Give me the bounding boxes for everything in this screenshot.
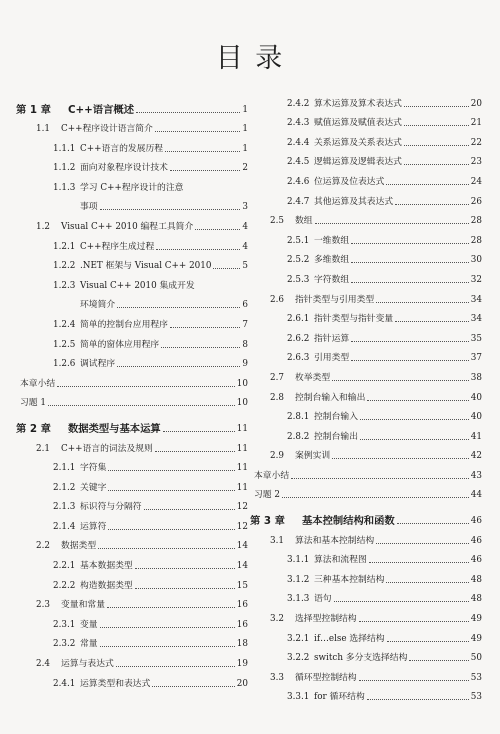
toc-entry-title: 控制台输入 (314, 412, 358, 423)
toc-chapter-entry (250, 503, 482, 529)
dot-leader (155, 131, 241, 132)
toc-entry-page: 21 (470, 118, 482, 129)
dot-leader (351, 341, 469, 342)
toc-entry (16, 137, 248, 157)
toc-entry-title: C++程序设计语言简介 (61, 124, 153, 135)
dot-leader (108, 470, 234, 471)
toc-entry-number: 3.2.1 (287, 633, 310, 644)
toc-right-column (250, 92, 482, 705)
toc-entry (16, 313, 248, 333)
toc-entry (250, 112, 482, 132)
toc-entry-title: 本章小结 (20, 378, 56, 389)
toc-entry (16, 672, 248, 692)
dot-leader (170, 170, 240, 171)
toc-entry-page: 49 (470, 633, 482, 644)
dot-leader (404, 145, 469, 146)
toc-entry-page: 28 (470, 235, 482, 246)
toc-entry-page: 46 (470, 555, 482, 566)
dot-leader (351, 243, 469, 244)
toc-entry-number: 2.4.4 (287, 137, 310, 148)
toc-entry-number: 2.6 (270, 294, 284, 305)
toc-entry-title: 语句 (314, 594, 332, 605)
dot-leader (107, 607, 235, 608)
dot-leader (195, 229, 240, 230)
toc-entry-page: 12 (236, 521, 248, 532)
dot-leader (152, 686, 234, 687)
dot-leader (409, 660, 468, 661)
toc-entry-title: 调试程序 (80, 359, 116, 370)
toc-entry-page: 53 (470, 672, 482, 683)
toc-entry-page: 2 (242, 163, 248, 174)
toc-entry (250, 627, 482, 647)
dot-leader (315, 223, 469, 224)
toc-entry-page: 53 (470, 692, 482, 703)
toc-entry-page: 10 (236, 378, 248, 389)
toc-entry-title: 算法和基本控制结构 (295, 535, 375, 546)
toc-entry-page: 32 (470, 274, 482, 285)
toc-entry (250, 425, 482, 445)
toc-entry-number: 2.3.1 (53, 619, 76, 630)
toc-entry-title: 运算符 (80, 521, 107, 532)
toc-entry-number: 1.1.1 (53, 143, 76, 154)
dot-leader (165, 151, 240, 152)
dot-leader (351, 360, 469, 361)
dot-leader (369, 562, 469, 563)
toc-entry-number: 2.1.3 (53, 502, 76, 513)
toc-entry-title: 事项 (80, 202, 98, 213)
toc-entry-number: 2.1.2 (53, 482, 76, 493)
toc-entry (16, 235, 248, 255)
toc-entry-title: 变量和常量 (61, 600, 105, 611)
toc-entry-title: C++语言概述 (68, 103, 134, 116)
dot-leader (351, 262, 469, 263)
toc-entry-page: 26 (470, 196, 482, 207)
toc-entry-page: 19 (236, 659, 248, 670)
toc-entry-page: 24 (470, 176, 482, 187)
dot-leader (360, 419, 469, 420)
toc-entry-page: 15 (236, 580, 248, 591)
toc-entry (250, 249, 482, 269)
dot-leader (386, 582, 468, 583)
toc-entry (16, 535, 248, 555)
toc-entry-number: 2.4 (36, 659, 50, 670)
dot-leader (57, 386, 235, 387)
toc-entry-title: 赋值运算及赋值表达式 (314, 118, 402, 129)
toc-entry-number: 1.1.2 (53, 163, 76, 174)
dot-leader (144, 509, 235, 510)
toc-entry (16, 476, 248, 496)
toc-entry-number: 2.5 (270, 216, 284, 227)
toc-entry-number: 3.1 (270, 535, 284, 546)
dot-leader (48, 405, 235, 406)
toc-entry-page: 20 (236, 678, 248, 689)
dot-leader (359, 621, 469, 622)
toc-entry-number: 2.7 (270, 372, 284, 383)
toc-entry-page: 11 (236, 423, 248, 434)
toc-entry (16, 437, 248, 457)
toc-entry (16, 274, 248, 294)
toc-entry-number: 1.2.1 (53, 241, 76, 252)
toc-entry-number: 1.1 (36, 124, 50, 135)
dot-leader (359, 680, 469, 681)
toc-entry (16, 392, 248, 412)
toc-entry-number: 第 1 章 (16, 103, 51, 116)
toc-entry-page: 43 (470, 470, 482, 481)
toc-entry-title: 运算与表达式 (61, 659, 114, 670)
dot-leader (282, 497, 469, 498)
toc-entry-page: 1 (242, 124, 248, 135)
toc-entry-number: 2.4.1 (53, 678, 76, 689)
dot-leader (404, 106, 469, 107)
toc-entry (250, 568, 482, 588)
toc-entry-title: 运算类型和表达式 (80, 678, 151, 689)
toc-entry-title: 一维数组 (314, 235, 350, 246)
toc-entry-title: 其他运算及其表达式 (314, 196, 394, 207)
toc-entry-title: 案例实训 (295, 451, 331, 462)
dot-leader (98, 548, 235, 549)
toc-entry-page: 38 (470, 372, 482, 383)
toc-entry-title: 字符数组 (314, 274, 350, 285)
toc-entry (16, 496, 248, 516)
toc-entry-page: 50 (470, 653, 482, 664)
toc-entry-title: Visual C++ 2010 集成开发 (80, 280, 195, 291)
toc-entry (250, 588, 482, 608)
dot-leader (135, 588, 235, 589)
toc-entry-title: 多维数组 (314, 255, 350, 266)
dot-leader (100, 627, 235, 628)
dot-leader (213, 268, 240, 269)
toc-entry-page: 1 (242, 143, 248, 154)
toc-entry-title: C++语言的发展历程 (80, 143, 164, 154)
toc-entry-title: 指针类型与引用类型 (295, 294, 375, 305)
dot-leader (108, 529, 234, 530)
dot-leader (397, 523, 469, 524)
toc-entry-number: 3.3 (270, 672, 284, 683)
toc-entry-title: 数组 (295, 216, 313, 227)
dot-leader (376, 543, 469, 544)
toc-entry (16, 118, 248, 138)
toc-entry-page: 44 (470, 490, 482, 501)
dot-leader (332, 380, 469, 381)
dot-leader (161, 347, 240, 348)
toc-entry (16, 255, 248, 275)
toc-entry-number: 2.4.2 (287, 98, 310, 109)
toc-entry-number: 2.3 (36, 600, 50, 611)
toc-entry-title: 逻辑运算及逻辑表达式 (314, 157, 402, 168)
toc-entry-page: 22 (470, 137, 482, 148)
toc-entry-page: 7 (242, 320, 248, 331)
dot-leader (163, 431, 235, 432)
toc-entry-number: 第 3 章 (250, 514, 285, 527)
toc-entry (250, 647, 482, 667)
dot-leader (117, 307, 240, 308)
toc-entry-page: 18 (236, 639, 248, 650)
toc-entry (250, 445, 482, 465)
toc-entry-number: 3.3.1 (287, 692, 310, 703)
toc-entry-title: 学习 C++程序设计的注意 (80, 182, 184, 193)
toc-entry-page: 34 (470, 314, 482, 325)
toc-entry-number: 2.6.3 (287, 353, 310, 364)
toc-entry-title: 简单的窗体应用程序 (80, 339, 160, 350)
dot-leader (386, 184, 468, 185)
toc-entry-page: 40 (470, 412, 482, 423)
toc-entry-number: 3.2.2 (287, 653, 310, 664)
toc-entry (250, 366, 482, 386)
dot-leader (367, 400, 468, 401)
toc-entry-page: 37 (470, 353, 482, 364)
toc-entry-title: 本章小结 (254, 470, 290, 481)
toc-entry-title: 引用类型 (314, 353, 350, 364)
toc-entry-number: 2.1.4 (53, 521, 76, 532)
toc-entry-page: 12 (236, 502, 248, 513)
toc-entry (16, 594, 248, 614)
toc-entry-title: 三种基本控制结构 (314, 574, 385, 585)
toc-entry (250, 549, 482, 569)
toc-entry-number: 2.1.1 (53, 463, 76, 474)
toc-entry (250, 666, 482, 686)
toc-entry (250, 406, 482, 426)
toc-entry-number: 第 2 章 (16, 422, 51, 435)
toc-entry-title: 构造数据类型 (80, 580, 133, 591)
toc-entry-title: 常量 (80, 639, 98, 650)
toc-entry-page: 49 (470, 613, 482, 624)
toc-entry-title: C++程序生成过程 (80, 241, 155, 252)
toc-chapter-entry (16, 92, 248, 118)
toc-entry (250, 607, 482, 627)
toc-entry-number: 2.9 (270, 451, 284, 462)
toc-entry-title: 面向对象程序设计技术 (80, 163, 168, 174)
toc-entry-page: 48 (470, 574, 482, 585)
toc-entry (250, 308, 482, 328)
toc-entry-page: 40 (470, 392, 482, 403)
toc-entry (16, 215, 248, 235)
toc-entry-title: 循环型控制结构 (295, 672, 357, 683)
toc-entry (250, 464, 482, 484)
toc-entry-number: 1.2.6 (53, 359, 76, 370)
toc-entry-page: 6 (242, 300, 248, 311)
toc-entry-title: 字符集 (80, 463, 107, 474)
toc-entry (250, 268, 482, 288)
dot-leader (100, 209, 241, 210)
toc-entry-number: 1.2.3 (53, 280, 76, 291)
toc-entry-title: if…else 选择结构 (314, 633, 385, 644)
toc-entry (250, 190, 482, 210)
toc-entry-number: 2.8 (270, 392, 284, 403)
toc-entry-page: 16 (236, 600, 248, 611)
toc-entry-page: 16 (236, 619, 248, 630)
toc-entry-number: 2.8.1 (287, 412, 310, 423)
dot-leader (376, 302, 469, 303)
toc-entry (250, 151, 482, 171)
toc-entry-title: 关系运算及关系表达式 (314, 137, 402, 148)
toc-chapter-entry (16, 411, 248, 437)
toc-entry-page: 14 (236, 561, 248, 572)
toc-entry-page: 11 (236, 443, 248, 454)
toc-entry (250, 386, 482, 406)
dot-leader (334, 601, 469, 602)
toc-entry-title: Visual C++ 2010 编程工具简介 (61, 222, 194, 233)
toc-entry (16, 372, 248, 392)
toc-entry-title: 控制台输入和输出 (295, 392, 366, 403)
page-title-text: 目 录 (215, 43, 285, 74)
toc-entry-page: 48 (470, 594, 482, 605)
toc-entry-page: 4 (242, 222, 248, 233)
dot-leader (136, 112, 240, 113)
toc-entry (16, 353, 248, 373)
toc-entry-page: 35 (470, 333, 482, 344)
toc-entry-page: 42 (470, 451, 482, 462)
toc-entry-page: 41 (470, 431, 482, 442)
toc-entry (16, 457, 248, 477)
toc-entry (16, 196, 248, 216)
toc-entry-title: 基本控制结构和函数 (302, 514, 395, 527)
toc-entry-number: 2.4.5 (287, 157, 310, 168)
toc-entry (250, 170, 482, 190)
toc-entry-title: 标识符与分隔符 (80, 502, 142, 513)
toc-entry-title: C++语言的词法及规则 (61, 443, 153, 454)
toc-entry-number: 2.4.7 (287, 196, 310, 207)
toc-entry-page: 34 (470, 294, 482, 305)
toc-entry-title: 选择型控制结构 (295, 613, 357, 624)
toc-entry-number: 2.5.2 (287, 255, 310, 266)
dot-leader (155, 451, 235, 452)
toc-entry (16, 515, 248, 535)
toc-entry-number: 2.2.1 (53, 561, 76, 572)
toc-entry (250, 484, 482, 504)
toc-entry-title: for 循环结构 (314, 692, 365, 703)
dot-leader (100, 646, 235, 647)
toc-entry (250, 288, 482, 308)
toc-entry-page: 14 (236, 541, 248, 552)
toc-entry-number: 2.8.2 (287, 431, 310, 442)
toc-entry-page: 11 (236, 482, 248, 493)
toc-entry-title: 指针类型与指针变量 (314, 314, 394, 325)
toc-entry-title: .NET 框架与 Visual C++ 2010 (80, 261, 212, 272)
toc-entry-title: 算法和流程图 (314, 555, 367, 566)
toc-entry-title: 指针运算 (314, 333, 350, 344)
toc-entry-page: 23 (470, 157, 482, 168)
toc-entry-title: 数据类型 (61, 541, 97, 552)
dot-leader (404, 125, 469, 126)
toc-entry (16, 613, 248, 633)
toc-entry-page: 4 (242, 241, 248, 252)
toc-entry-number: 1.2.2 (53, 261, 76, 272)
dot-leader (367, 699, 469, 700)
toc-entry (16, 554, 248, 574)
toc-entry (250, 229, 482, 249)
dot-leader (135, 568, 235, 569)
toc-entry-page: 46 (470, 515, 482, 526)
toc-entry-page: 46 (470, 535, 482, 546)
toc-entry-number: 2.4.3 (287, 118, 310, 129)
toc-entry-title: 习题 1 (20, 398, 46, 409)
dot-leader (395, 204, 469, 205)
toc-entry-number: 3.1.1 (287, 555, 310, 566)
toc-entry-page: 30 (470, 255, 482, 266)
toc-entry-number: 2.5.1 (287, 235, 310, 246)
dot-leader (395, 321, 469, 322)
dot-leader (156, 249, 240, 250)
toc-entry-page: 1 (242, 104, 248, 115)
toc-entry (16, 294, 248, 314)
dot-leader (332, 458, 469, 459)
toc-entry (250, 327, 482, 347)
toc-entry (250, 210, 482, 230)
toc-entry-number: 3.1.3 (287, 594, 310, 605)
toc-entry-title: 习题 2 (254, 490, 280, 501)
toc-entry-number: 2.1 (36, 443, 50, 454)
toc-entry (16, 652, 248, 672)
toc-entry-page: 11 (236, 463, 248, 474)
toc-entry-title: 位运算及位表达式 (314, 176, 385, 187)
toc-entry (16, 157, 248, 177)
dot-leader (360, 439, 469, 440)
toc-entry (250, 131, 482, 151)
dot-leader (291, 478, 469, 479)
toc-entry (250, 92, 482, 112)
toc-entry-number: 1.2.5 (53, 339, 76, 350)
toc-entry-number: 1.1.3 (53, 182, 76, 193)
dot-leader (170, 327, 240, 328)
dot-leader (351, 282, 469, 283)
dot-leader (404, 164, 469, 165)
toc-entry-title: 变量 (80, 619, 98, 630)
toc-entry-number: 1.2 (36, 222, 50, 233)
toc-entry (16, 176, 248, 196)
toc-entry-number: 1.2.4 (53, 320, 76, 331)
toc-entry-page: 10 (236, 398, 248, 409)
toc-entry (250, 529, 482, 549)
toc-entry-number: 2.2.2 (53, 580, 76, 591)
toc-left-column (16, 92, 248, 692)
toc-entry-page: 9 (242, 359, 248, 370)
toc-entry (250, 347, 482, 367)
toc-entry-page: 20 (470, 98, 482, 109)
toc-entry-number: 2.3.2 (53, 639, 76, 650)
dot-leader (387, 641, 469, 642)
toc-entry-number: 3.1.2 (287, 574, 310, 585)
dot-leader (116, 666, 235, 667)
toc-entry-number: 2.5.3 (287, 274, 310, 285)
toc-entry-title: 基本数据类型 (80, 561, 133, 572)
toc-entry-title: 算术运算及算术表达式 (314, 98, 402, 109)
toc-entry (250, 686, 482, 706)
dot-leader (117, 366, 240, 367)
toc-entry-title: 控制台输出 (314, 431, 358, 442)
toc-entry-page: 3 (242, 202, 248, 213)
toc-entry-title: 数据类型与基本运算 (68, 422, 161, 435)
page-title (0, 36, 500, 75)
toc-entry-title: 枚举类型 (295, 372, 331, 383)
toc-entry-number: 2.6.1 (287, 314, 310, 325)
toc-entry-page: 28 (470, 216, 482, 227)
toc-entry-title: 关键字 (80, 482, 107, 493)
dot-leader (108, 490, 234, 491)
toc-entry-title: 简单的控制台应用程序 (80, 320, 168, 331)
toc-entry-number: 2.6.2 (287, 333, 310, 344)
toc-entry-number: 3.2 (270, 613, 284, 624)
toc-entry-page: 8 (242, 339, 248, 350)
toc-entry-page: 5 (242, 261, 248, 272)
toc-entry-title: switch 多分支选择结构 (314, 653, 408, 664)
toc-entry-title: 环境简介 (80, 300, 116, 311)
toc-entry-number: 2.4.6 (287, 176, 310, 187)
toc-entry (16, 333, 248, 353)
toc-entry (16, 633, 248, 653)
toc-entry (16, 574, 248, 594)
toc-entry-number: 2.2 (36, 541, 50, 552)
